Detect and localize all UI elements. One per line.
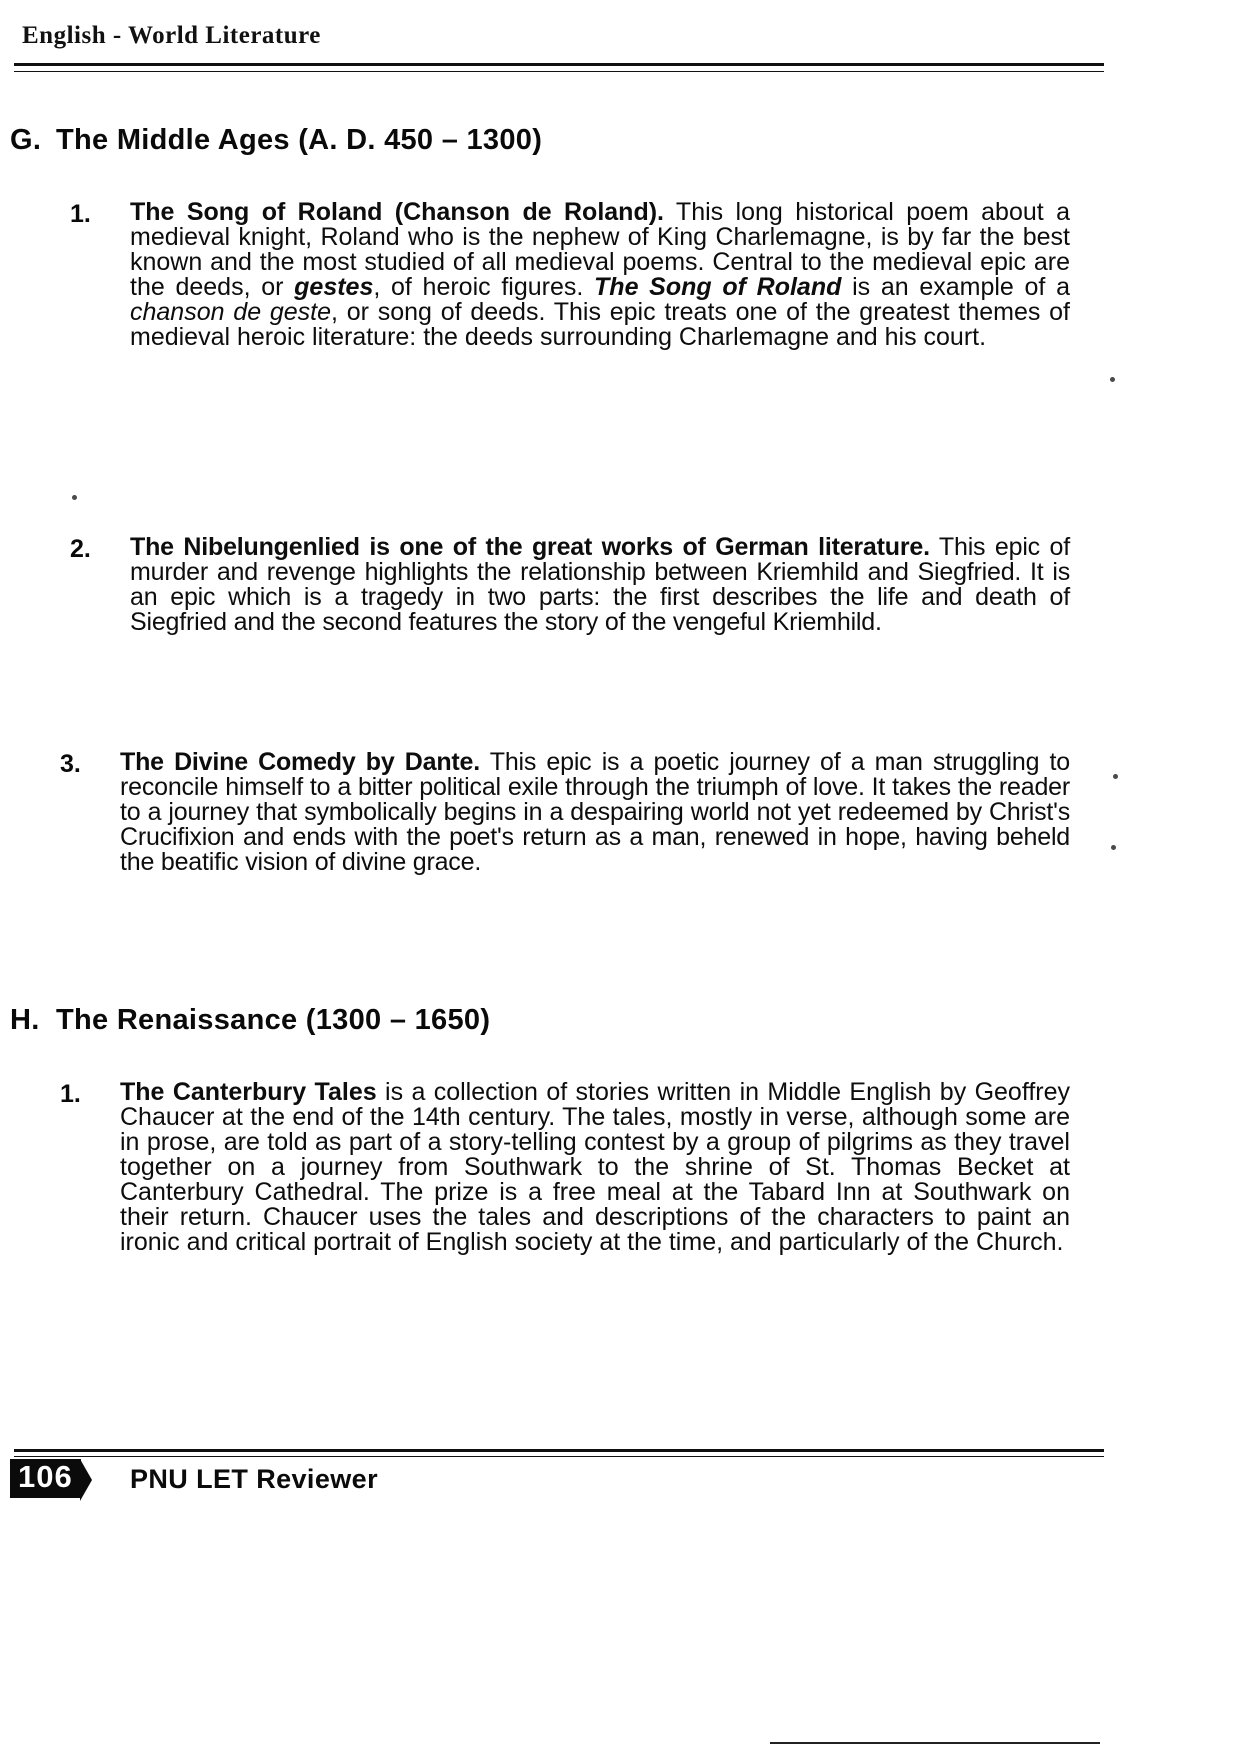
- scan-speck: [1113, 774, 1118, 779]
- item-text-1: This long historical poem about a medieval knight, Roland who is the nephew of King Charlemagne, is by far the best known and the most studied of all medieval poems. Central to the medieval epic are the deeds, or: [130, 198, 1070, 301]
- item-number: 1.: [60, 1080, 81, 1108]
- list-item: [60, 1080, 1070, 1255]
- item-number: 1.: [70, 200, 91, 228]
- item-body: [130, 535, 1070, 635]
- item-body: [120, 750, 1070, 875]
- item-body: [130, 200, 1070, 350]
- list-item: [70, 535, 1070, 635]
- section-heading-g: [10, 124, 542, 157]
- item-emph-title: The Song of Roland: [594, 273, 842, 301]
- header-rule: [14, 63, 1104, 72]
- footer-label: PNU LET Reviewer: [130, 1464, 378, 1494]
- item-body: [120, 1080, 1070, 1255]
- section-letter-h: H.: [10, 1004, 40, 1036]
- item-text-1: This epic is a poetic journey of a man struggling to reconcile himself to a bitter political exile through the triumph of love. It takes the reader to a journey that symbolically begins in a despairing world not yet redeemed by Christ's Crucifixion and ends with the poet's return as a man, renewed in hope, having beheld the beatific vision of divine grace.: [120, 748, 1070, 876]
- item-number: 3.: [60, 750, 81, 778]
- item-text-2: , of heroic figures.: [373, 273, 595, 301]
- section-heading-h: [10, 1004, 490, 1037]
- footer-rule: [14, 1449, 1104, 1457]
- item-number: 2.: [70, 535, 91, 563]
- scan-speck: [72, 495, 77, 500]
- page-number-badge: 106: [10, 1459, 81, 1498]
- section-title-g: The Middle Ages (A. D. 450 – 1300): [56, 124, 543, 156]
- item-text-1: This epic of murder and revenge highlights the relationship between Kriemhild and Siegfried. It is an epic which is a tragedy in two parts: the first describes the life and death of Siegfried and the second features the story of the vengeful Kriemhild.: [130, 533, 1070, 636]
- item-text-1: is a collection of stories written in Middle English by Geoffrey Chaucer at the end of the 14th century. The tales, mostly in verse, although some are in prose, are told as part of a story-telling contest by a group of pilgrims as they travel together on a journey from Southwark to the shrine of St. Thomas Becket at Canterbury Cathedral. The prize is a free meal at the Tabard Inn at Southwark on their return. Chaucer uses the tales and descriptions of the characters to paint an ironic and critical portrait of English society at the time, and particularly of the Church.: [120, 1078, 1070, 1256]
- list-item: [60, 750, 1070, 875]
- scan-speck: [1111, 845, 1116, 850]
- list-item: [70, 200, 1070, 350]
- item-text-3: is an example of a: [841, 273, 1070, 301]
- scan-speck: [1110, 377, 1115, 382]
- footer-rule-secondary: [770, 1742, 1100, 1744]
- section-title-h: The Renaissance (1300 – 1650): [56, 1004, 491, 1036]
- item-emph-chanson: chanson de geste: [130, 298, 332, 326]
- item-lead: The Song of Roland (Chanson de Roland).: [130, 198, 664, 226]
- item-emph-gestes: gestes: [294, 273, 374, 301]
- section-letter-g: G.: [10, 124, 42, 156]
- item-text-4: , or song of deeds. This epic treats one of the greatest themes of medieval heroic literature: the deeds surrounding Charlemagne and his court.: [130, 298, 1070, 351]
- item-lead: The Divine Comedy by Dante.: [120, 748, 480, 776]
- running-head: English - World Literature: [22, 22, 321, 49]
- item-lead: The Canterbury Tales: [120, 1078, 377, 1106]
- item-lead: The Nibelungenlied is one of the great works of German literature.: [130, 533, 930, 561]
